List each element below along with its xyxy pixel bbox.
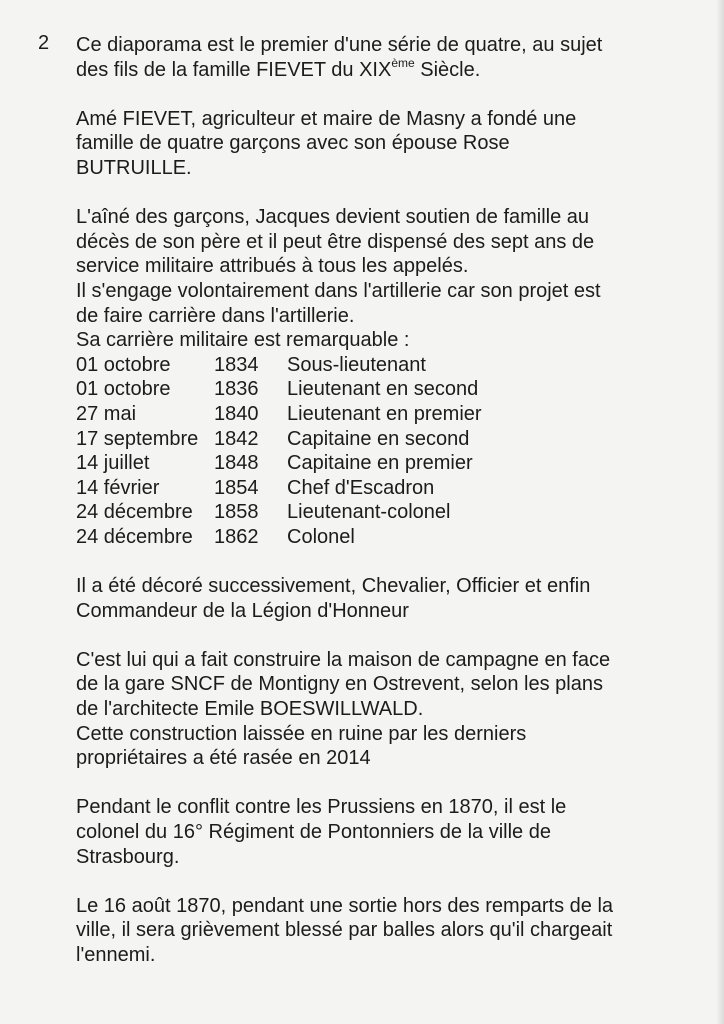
text-line: Pendant le conflit contre les Prussiens en 1870, il est le bbox=[76, 796, 567, 819]
rank-row bbox=[76, 427, 696, 452]
page-edge-shadow bbox=[716, 0, 724, 1024]
rank-title: Colonel bbox=[287, 525, 355, 548]
text-line: décès de son père et il peut être dispensé des sept ans de bbox=[76, 230, 595, 253]
house-paragraph bbox=[76, 648, 696, 771]
text-line: Amé FIEVET, agriculteur et maire de Masny a fondé une bbox=[76, 107, 577, 130]
rank-title: Lieutenant-colonel bbox=[287, 501, 451, 524]
rank-year: 1854 bbox=[214, 476, 259, 499]
rank-row bbox=[76, 525, 696, 550]
rank-date: 24 décembre bbox=[76, 525, 193, 548]
rank-title: Chef d'Escadron bbox=[287, 476, 435, 499]
rank-year: 1840 bbox=[214, 402, 259, 425]
text-line: Strasbourg. bbox=[76, 845, 180, 868]
text-line: L'aîné des garçons, Jacques devient soutien de famille au bbox=[76, 206, 590, 229]
rank-row bbox=[76, 353, 696, 378]
rank-year: 1858 bbox=[214, 501, 259, 524]
text-line: Le 16 août 1870, pendant une sortie hors des remparts de la bbox=[76, 894, 614, 917]
text-line: Commandeur de la Légion d'Honneur bbox=[76, 599, 409, 622]
text-line: Cette construction laissée en ruine par les derniers bbox=[76, 722, 527, 745]
rank-date: 17 septembre bbox=[76, 427, 199, 450]
text-line: l'ennemi. bbox=[76, 943, 156, 966]
rank-year: 1848 bbox=[214, 452, 259, 475]
family-paragraph bbox=[76, 107, 696, 181]
rank-date: 27 mai bbox=[76, 402, 137, 425]
rank-row bbox=[76, 402, 696, 427]
rank-date: 14 juillet bbox=[76, 452, 150, 475]
rank-title: Sous-lieutenant bbox=[287, 353, 426, 376]
rank-date: 24 décembre bbox=[76, 501, 193, 524]
page-number: 2 bbox=[38, 32, 50, 54]
text-line bbox=[76, 55, 696, 83]
text-line: Ce diaporama est le premier d'une série de quatre, au sujet bbox=[76, 34, 603, 56]
rank-date: 14 février bbox=[76, 476, 160, 499]
rank-list bbox=[76, 353, 696, 550]
honors-paragraph bbox=[76, 574, 696, 623]
text-line: Il s'engage volontairement dans l'artillerie car son projet est bbox=[76, 279, 601, 302]
text-line: Sa carrière militaire est remarquable : bbox=[76, 329, 410, 352]
text-line: de la gare SNCF de Montigny en Ostrevent, selon les plans bbox=[76, 673, 603, 696]
text-line: ville, il sera grièvement blessé par balles alors qu'il chargeait bbox=[76, 919, 613, 942]
text-line: de faire carrière dans l'artillerie. bbox=[76, 304, 355, 327]
rank-date: 01 octobre bbox=[76, 378, 171, 401]
rank-title: Capitaine en second bbox=[287, 427, 470, 450]
intro-paragraph bbox=[76, 33, 696, 82]
text-line: colonel du 16° Régiment de Pontonniers de la ville de bbox=[76, 821, 551, 843]
text-line: C'est lui qui a fait construire la maison de campagne en face bbox=[76, 648, 611, 671]
century-suffix: Siècle. bbox=[414, 58, 481, 81]
document-body bbox=[76, 33, 696, 968]
rank-row bbox=[76, 451, 696, 476]
rank-title: Lieutenant en premier bbox=[287, 402, 482, 425]
text-line: Il a été décoré successivement, Chevalier, Officier et enfin bbox=[76, 575, 591, 598]
rank-row bbox=[76, 377, 696, 402]
rank-title: Lieutenant en second bbox=[287, 378, 479, 401]
text-line: service militaire attribués à tous les appelés. bbox=[76, 255, 469, 278]
rank-year: 1842 bbox=[214, 427, 259, 450]
superscript: ème bbox=[391, 55, 415, 70]
rank-row bbox=[76, 476, 696, 501]
rank-row bbox=[76, 500, 696, 525]
rank-title: Capitaine en premier bbox=[287, 452, 473, 475]
century-text: des fils de la famille FIEVET du XIX bbox=[76, 58, 392, 81]
career-paragraph bbox=[76, 205, 696, 549]
rank-year: 1836 bbox=[214, 378, 259, 401]
text-line: propriétaires a été rasée en 2014 bbox=[76, 747, 371, 770]
rank-year: 1862 bbox=[214, 525, 259, 548]
text-line: BUTRUILLE. bbox=[76, 156, 192, 179]
rank-date: 01 octobre bbox=[76, 353, 171, 376]
war-paragraph bbox=[76, 795, 696, 869]
rank-year: 1834 bbox=[214, 353, 259, 376]
wound-paragraph bbox=[76, 894, 696, 968]
text-line: de l'architecte Emile BOESWILLWALD. bbox=[76, 698, 424, 721]
text-line: famille de quatre garçons avec son épouse Rose bbox=[76, 132, 510, 155]
